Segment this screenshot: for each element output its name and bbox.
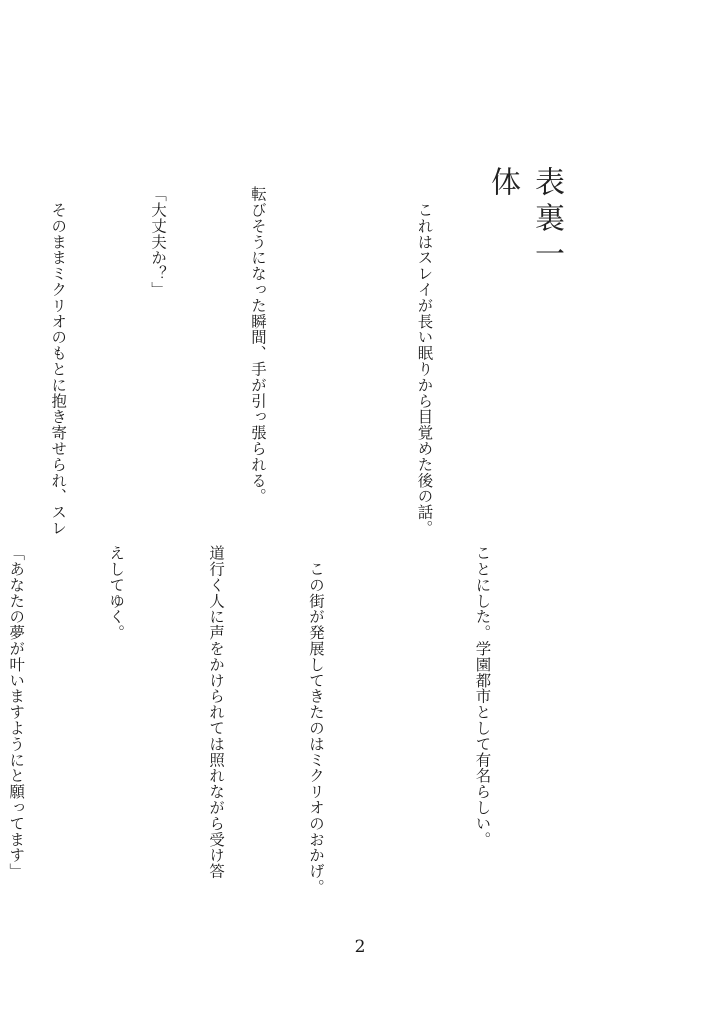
text-line: この街が発展してきたのはミクリオのおかげ。 [306, 545, 325, 895]
text-line: 「あなたの夢が叶いますようにと願ってます」 [7, 545, 26, 879]
text-block-upper [0, 186, 507, 536]
text-line: ことにした。学園都市として有名らしい。 [473, 545, 492, 848]
text-block-lower [0, 545, 565, 895]
page-number: 2 [354, 937, 366, 957]
text-line: 道行く人に声をかけられては照れながら受け答 [207, 545, 226, 879]
text-line: これはスレイが長い眠りから目覚めた後の話。 [415, 186, 434, 536]
text-line: そのままミクリオのもとに抱き寄せられ、スレ [49, 186, 68, 536]
text-line: 「大丈夫か？」 [149, 186, 168, 298]
text-line: えしてゆく。 [107, 545, 126, 641]
chapter-title: 表裏一体 [485, 166, 564, 274]
text-line: 転びそうになった瞬間、手が引っ張られる。 [248, 186, 267, 504]
